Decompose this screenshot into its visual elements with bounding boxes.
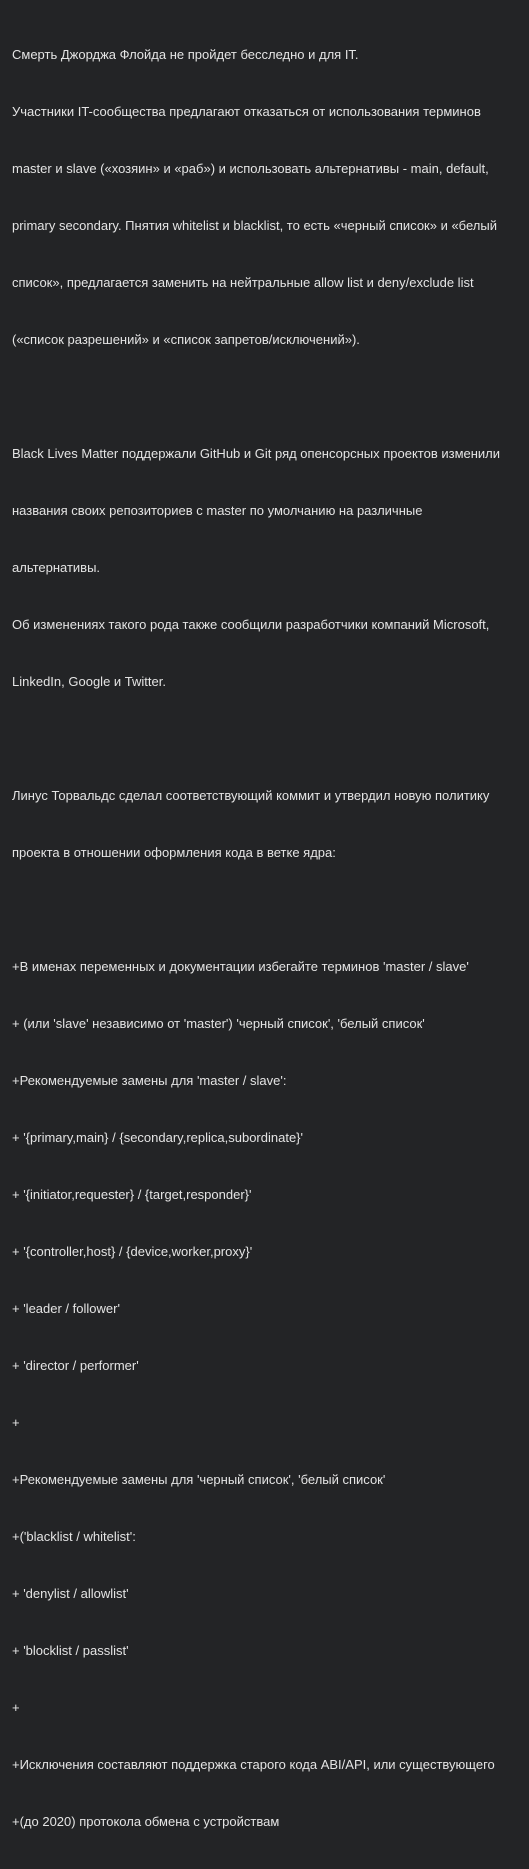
text-line: названия своих репозиториев с master по умолчанию на различные xyxy=(12,503,423,518)
patch-line: + 'blocklist / passlist' xyxy=(12,1643,129,1658)
text-line: проекта в отношении оформления кода в ветке ядра: xyxy=(12,845,336,860)
patch-line: +Рекомендуемые замены для 'master / slave': xyxy=(12,1073,287,1088)
patch-line: + xyxy=(12,1415,20,1430)
patch-line: + '{controller,host} / {device,worker,proxy}' xyxy=(12,1244,253,1259)
patch-line: + '{primary,main} / {secondary,replica,subordinate}' xyxy=(12,1130,304,1145)
paragraph-gap xyxy=(12,387,521,406)
github-paragraph xyxy=(12,406,521,729)
patch-line: +Рекомендуемые замены для 'черный список', 'белый список' xyxy=(12,1472,386,1487)
torvalds-paragraph xyxy=(12,748,521,900)
intro-paragraph xyxy=(12,7,521,387)
text-line: master и slave («хозяин» и «раб») и использовать альтернативы - main, default, xyxy=(12,161,489,176)
patch-line: + (или 'slave' независимо от 'master') 'черный список', 'белый список' xyxy=(12,1016,425,1031)
text-line: альтернативы. xyxy=(12,560,101,575)
text-line: primary secondary. Пнятия whitelist и blacklist, то есть «черный список» и «белый xyxy=(12,218,497,233)
patch-line: + 'leader / follower' xyxy=(12,1301,120,1316)
patch-line: +В именах переменных и документации избегайте терминов 'master / slave' xyxy=(12,959,469,974)
patch-line: + 'director / performer' xyxy=(12,1358,139,1373)
text-line: Black Lives Matter поддержали GitHub и Git ряд опенсорсных проектов изменили xyxy=(12,446,501,461)
patch-line: + 'denylist / allowlist' xyxy=(12,1586,129,1601)
patch-block xyxy=(12,919,521,1869)
patch-line: + xyxy=(12,1700,20,1715)
text-line: Об изменениях такого рода также сообщили разработчики компаний Microsoft, xyxy=(12,617,490,632)
text-line: («список разрешений» и «список запретов/исключений»). xyxy=(12,332,360,347)
text-line: Смерть Джорджа Флойда не пройдет бесследно и для IT. xyxy=(12,47,359,62)
paragraph-gap xyxy=(12,729,521,748)
patch-line: +('blacklist / whitelist': xyxy=(12,1529,136,1544)
paragraph-gap xyxy=(12,900,521,919)
text-line: Участники IT-сообщества предлагают отказаться от использования терминов xyxy=(12,104,481,119)
text-line: Линус Торвальдс сделал соответствующий коммит и утвердил новую политику xyxy=(12,788,490,803)
patch-line: +Исключения составляют поддержка старого кода ABI/API, или существующего xyxy=(12,1757,495,1772)
patch-line: +(до 2020) протокола обмена с устройствам xyxy=(12,1814,280,1829)
patch-line: + '{initiator,requester} / {target,responder}' xyxy=(12,1187,252,1202)
text-line: LinkedIn, Google и Twitter. xyxy=(12,674,166,689)
text-line: список», предлагается заменить на нейтральные allow list и deny/exclude list xyxy=(12,275,474,290)
